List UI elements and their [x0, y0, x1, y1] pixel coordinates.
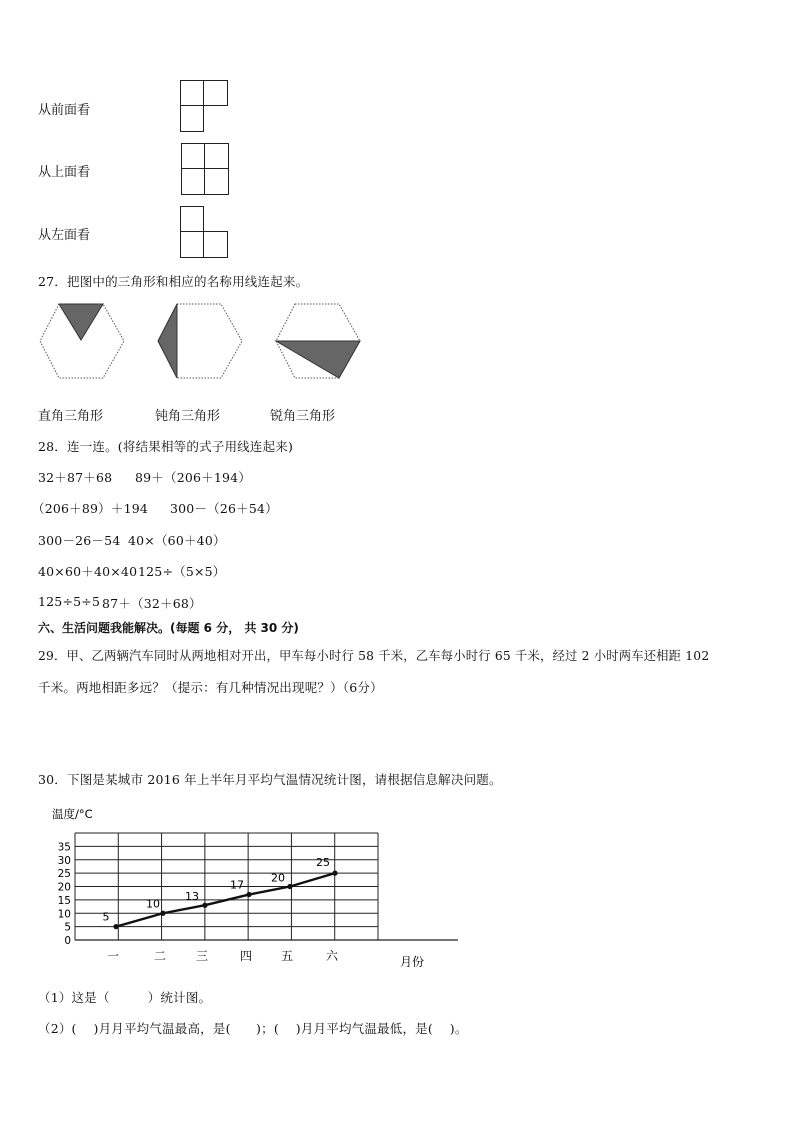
shaded-triangle-2	[158, 304, 177, 378]
data-point	[202, 903, 207, 908]
q28-left-expr-1: 32＋87＋68	[38, 470, 113, 485]
q27-prompt: 27．把图中的三角形和相应的名称用线连起来。	[38, 274, 309, 289]
data-point	[287, 884, 292, 889]
y-tick-label: 5	[64, 921, 71, 934]
front-view-cell	[180, 80, 204, 106]
data-point	[113, 924, 118, 929]
chart-grid	[75, 833, 458, 940]
left-view-cell	[180, 206, 204, 232]
hexagon-2	[158, 304, 242, 378]
front-view-cell	[180, 105, 204, 132]
left-view-cell	[203, 231, 228, 258]
q28-right-expr-3: 40×（60＋40）	[128, 533, 226, 548]
shaded-triangle-1	[59, 304, 103, 340]
x-tick-label: 四	[239, 949, 253, 963]
x-tick-label: 六	[325, 949, 339, 963]
y-tick-label: 10	[57, 908, 71, 921]
x-tick-label: 一	[106, 949, 120, 963]
q28-left-expr-3: 300－26－54	[38, 533, 121, 548]
top-view-cell	[204, 168, 229, 195]
x-tick-label: 三	[195, 949, 209, 963]
chart-x-ticks	[107, 949, 339, 963]
hexagon-3	[276, 304, 360, 378]
q29-text-line2: 千米。两地相距多远？（提示：有几种情况出现呢？）（6分）	[38, 680, 383, 695]
top-view-cell	[204, 143, 229, 169]
view-label-front: 从前面看	[38, 103, 91, 118]
data-label: 5	[102, 910, 110, 924]
view-label-top: 从上面看	[38, 165, 91, 180]
x-tick-label: 五	[280, 949, 294, 963]
q28-right-expr-4: 125÷（5×5）	[138, 564, 226, 579]
q28-right-expr-1: 89＋（206＋194）	[135, 470, 252, 485]
data-point	[160, 911, 165, 916]
shaded-triangle-3	[276, 341, 360, 378]
q30-prompt: 30．下图是某城市 2016 年上半年月平均气温情况统计图，请根据信息解决问题。	[38, 772, 502, 787]
triangle-name-acute: 锐角三角形	[270, 409, 336, 424]
q28-right-expr-5: 87＋（32＋68）	[102, 596, 202, 611]
front-view-cell	[203, 80, 228, 106]
data-label: 10	[146, 897, 160, 911]
section-6-heading: 六、生活问题我能解决。(每题 6 分， 共 30 分)	[38, 621, 299, 635]
triangle-name-obtuse: 钝角三角形	[155, 409, 221, 424]
front-view-figure	[180, 80, 228, 132]
q30-sub2: （2）( )月月平均气温最高，是( )；( )月月平均气温最低，是( )。	[38, 1021, 468, 1036]
temperature-line-chart	[40, 800, 470, 975]
top-view-figure	[181, 143, 229, 195]
data-label: 25	[316, 856, 330, 870]
q28-prompt: 28．连一连。(将结果相等的式子用线连起来)	[38, 439, 294, 454]
q28-left-expr-4: 40×60＋40×40	[38, 564, 138, 579]
q28-left-expr-2: （206＋89）＋194	[32, 501, 149, 516]
hexagon-1	[40, 304, 124, 378]
data-point	[246, 892, 251, 897]
y-tick-label: 20	[57, 881, 71, 894]
chart-y-axis-label: 温度/°C	[52, 807, 93, 821]
y-tick-label: 0	[64, 935, 71, 947]
data-label: 20	[271, 871, 285, 885]
data-label: 17	[230, 878, 244, 892]
triangle-name-right: 直角三角形	[38, 409, 104, 424]
data-point	[332, 871, 337, 876]
x-tick-label: 二	[153, 949, 167, 963]
hexagon-figures	[38, 300, 368, 382]
top-view-cell	[181, 143, 205, 169]
y-tick-label: 35	[57, 841, 71, 854]
view-label-left: 从左面看	[38, 228, 91, 243]
left-view-figure	[180, 206, 228, 258]
q30-sub1: （1）这是（ ）统计图。	[38, 990, 212, 1005]
chart-x-axis-label: 月份	[400, 955, 425, 969]
left-view-cell	[180, 231, 204, 258]
top-view-cell	[181, 168, 205, 195]
chart-y-ticks	[58, 841, 71, 947]
y-tick-label: 15	[57, 894, 71, 907]
y-tick-label: 30	[57, 854, 71, 867]
q29-text-line1: 29．甲、乙两辆汽车同时从两地相对开出，甲车每小时行 58 千米，乙车每小时行 65 千米，经过 2 小时两车还相距 102	[38, 649, 710, 663]
q28-left-expr-5: 125÷5÷5	[38, 594, 101, 609]
q28-right-expr-2: 300－（26＋54）	[170, 501, 278, 516]
data-label: 13	[185, 890, 199, 904]
y-tick-label: 25	[57, 868, 71, 881]
